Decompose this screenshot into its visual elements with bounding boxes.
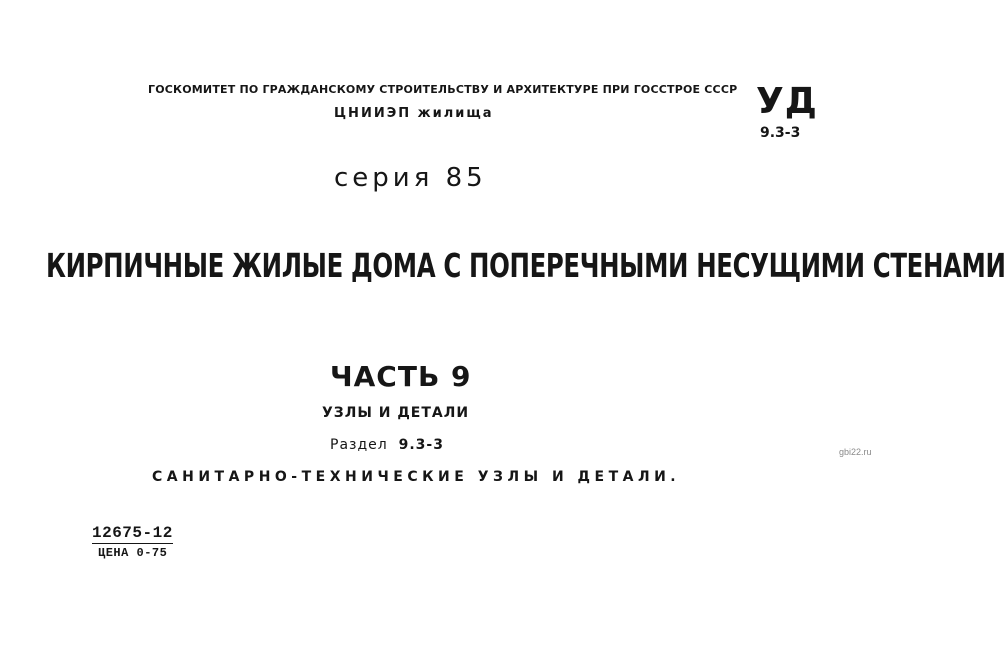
document-title: КИРПИЧНЫЕ ЖИЛЫЕ ДОМА С ПОПЕРЕЧНЫМИ НЕСУЩИМИ СТЕНАМИ	[46, 246, 1006, 285]
section-number: 9.3-3	[398, 437, 444, 453]
section-subject: САНИТАРНО-ТЕХНИЧЕСКИЕ УЗЛЫ И ДЕТАЛИ.	[152, 469, 681, 485]
document-code-number: 9.3-3	[760, 125, 801, 141]
catalog-number: 12675-12	[92, 524, 173, 542]
part-label: ЧАСТЬ 9	[330, 360, 472, 393]
issuing-agency: ГОСКОМИТЕТ ПО ГРАЖДАНСКОМУ СТРОИТЕЛЬСТВУ И АРХИТЕКТУРЕ ПРИ ГОССТРОЕ СССР	[148, 83, 738, 96]
series-label: серия 85	[334, 163, 487, 193]
price-label: ЦЕНА 0-75	[98, 546, 168, 560]
section-label: Раздел	[330, 437, 388, 453]
section-line	[330, 437, 444, 453]
document-code: УД	[756, 81, 818, 122]
institute-name: ЦНИИЭП жилища	[334, 106, 494, 121]
part-subtitle: УЗЛЫ И ДЕТАЛИ	[322, 405, 470, 421]
watermark-text: gbi22.ru	[839, 447, 872, 457]
catalog-stamp	[92, 524, 173, 560]
